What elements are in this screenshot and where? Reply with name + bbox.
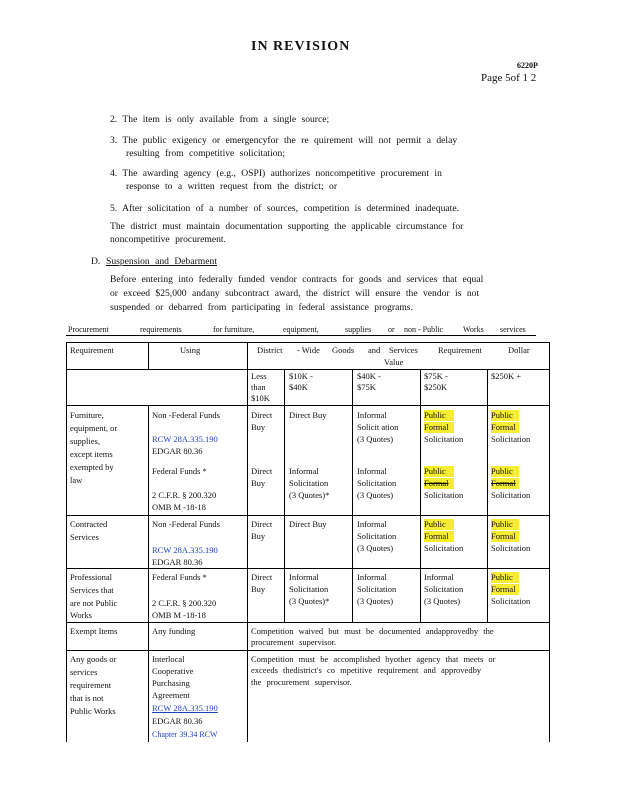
tier-cell: Solicitation	[491, 543, 531, 553]
anygoods-requirement: requirement	[70, 680, 112, 690]
header-wide: - Wide	[297, 345, 320, 355]
tier-cell: Buy	[251, 422, 266, 432]
anygoods-requirement: Public Works	[70, 706, 116, 716]
funding-federal: Federal Funds *	[152, 572, 207, 582]
list-item-2: 2. The item is only available from a single source;	[110, 114, 330, 125]
tier-cell: (3 Quotes)	[357, 434, 394, 444]
tier-cell-highlighted: Public	[491, 410, 519, 421]
tier-cell: (3 Quotes)	[357, 543, 394, 553]
tier-3: $75K	[357, 382, 376, 392]
tier-cell: Solicitation	[424, 543, 464, 553]
tier-cell-highlighted: Public	[424, 410, 454, 421]
exempt-text: procurement supervisor.	[251, 637, 337, 647]
policy-code: 6220P	[517, 61, 538, 70]
caption-word: or	[388, 325, 395, 334]
edgar-ref: EDGAR 80.36	[152, 557, 203, 567]
interlocal-text: Interlocal	[152, 654, 185, 664]
header-services: Services	[389, 345, 418, 355]
tier-cell-highlighted: Public	[491, 466, 519, 477]
list-item-4-line1: 4. The awarding agency (e.g., OSPI) authorizes noncompetitive procurement in	[110, 168, 442, 179]
tier-cell: Direct Buy	[289, 410, 327, 420]
omb-ref: OMB M -18-18	[152, 610, 206, 620]
anygoods-requirement: Any goods or	[70, 654, 117, 664]
rcw-link[interactable]: RCW 28A.335.190	[152, 545, 218, 555]
tier-cell: Direct Buy	[289, 519, 327, 529]
tier-cell: (3 Quotes)*	[289, 596, 330, 606]
tier-cell: Informal	[289, 572, 319, 582]
caption-word: for furniture,	[213, 325, 255, 334]
tier-cell: Solicitation	[491, 434, 531, 444]
page-title: IN REVISION	[251, 39, 351, 54]
header-using: Using	[180, 345, 201, 355]
tier-cell-highlighted: Formal	[491, 531, 519, 542]
tier-5: $250K +	[491, 371, 522, 381]
header-district: District	[257, 345, 283, 355]
tier-cell: Solicitation	[357, 531, 397, 541]
tier-cell: Solicitation	[424, 434, 464, 444]
tier-4: $250K	[424, 382, 448, 392]
section-d-para-line1: Before entering into federally funded vendor contracts for goods and services that equal	[110, 274, 484, 285]
rcw-link[interactable]: RCW 28A.335.190	[152, 703, 218, 713]
tier-cell: (3 Quotes)	[424, 596, 461, 606]
section-d-heading: Suspension and Debarment	[106, 256, 217, 267]
chapter-link[interactable]: Chapter 39.34 RCW	[152, 730, 218, 739]
exempt-requirement: Exempt Items	[70, 626, 118, 636]
furniture-requirement: equipment, or	[70, 423, 118, 433]
edgar-ref: EDGAR 80.36	[152, 446, 203, 456]
anygoods-requirement: services	[70, 667, 98, 677]
tier-cell-highlighted: Formal	[424, 531, 454, 542]
interlocal-text: Agreement	[152, 690, 190, 700]
tier-cell: Informal	[357, 410, 387, 420]
caption-word: Works	[463, 325, 484, 334]
tier-3: $40K -	[357, 371, 381, 381]
tier-cell: (3 Quotes)*	[289, 490, 330, 500]
tier-2: $10K -	[289, 371, 313, 381]
cfr-ref: 2 C.F.R. § 200.320	[152, 598, 217, 608]
tier-cell: (3 Quotes)	[357, 596, 394, 606]
header-goods: Goods	[332, 345, 355, 355]
funding-nonfederal: Non -Federal Funds	[152, 410, 220, 420]
tier-cell: Buy	[251, 478, 266, 488]
caption-word: supplies	[345, 325, 372, 334]
tier-1: Less	[251, 371, 267, 381]
tier-cell: Buy	[251, 531, 266, 541]
header-and: and	[368, 345, 381, 355]
list-item-5: 5. After solicitation of a number of sources, competition is determined inadequate.	[110, 203, 459, 214]
tier-cell: Solicitation	[289, 478, 329, 488]
furniture-requirement: supplies,	[70, 436, 100, 446]
omb-ref: OMB M -18-18	[152, 502, 206, 512]
tier-cell: Informal	[357, 466, 387, 476]
tier-cell-highlighted: Formal	[491, 584, 519, 595]
documentation-line2: noncompetitive procurement.	[110, 234, 226, 245]
tier-cell: Solicitation	[357, 584, 397, 594]
tier-cell: Direct	[251, 410, 273, 420]
tier-cell: (3 Quotes)	[357, 490, 394, 500]
furniture-requirement: except items	[70, 449, 113, 459]
header-dollar: Dollar	[508, 345, 530, 355]
cfr-ref: 2 C.F.R. § 200.320	[152, 490, 217, 500]
interlocal-text: Purchasing	[152, 678, 190, 688]
header-requirement-2: Requirement	[438, 345, 482, 355]
contracted-requirement: Contracted	[70, 519, 108, 529]
interlocal-text: Cooperative	[152, 666, 194, 676]
tier-cell-struck: Formal	[491, 478, 519, 489]
tier-cell: Informal	[357, 519, 387, 529]
edgar-ref: EDGAR 80.36	[152, 716, 203, 726]
agency-text: Competition must be accomplished byother agency that meets or	[251, 654, 496, 664]
tier-cell: Solicitation	[424, 490, 464, 500]
tier-cell-highlighted: Public	[424, 519, 454, 530]
tier-1: $10K	[251, 393, 270, 403]
caption-word: non - Public	[404, 325, 444, 334]
tier-cell: Direct	[251, 519, 273, 529]
furniture-requirement: Furniture,	[70, 410, 104, 420]
caption-underline	[66, 335, 536, 336]
caption-word: requirements	[140, 325, 182, 334]
tier-cell: Solicitation	[424, 584, 464, 594]
tier-cell: Direct	[251, 466, 273, 476]
contracted-requirement: Services	[70, 532, 99, 542]
section-d-para-line3: suspended or debarred from participating in federal assistance programs.	[110, 302, 413, 313]
exempt-text: Competition waived but must be documented andapprovedby the	[251, 626, 494, 636]
list-item-4-line2: response to a written request from the district; or	[126, 181, 338, 192]
tier-cell: Informal	[289, 466, 319, 476]
caption-word: Procurement	[68, 325, 109, 334]
tier-cell: Solicitation	[491, 490, 531, 500]
header-requirement: Requirement	[70, 345, 114, 355]
professional-requirement: Services that	[70, 585, 114, 595]
caption-word: equipment,	[283, 325, 319, 334]
page-number: Page 5of 1 2	[481, 72, 537, 84]
tier-cell-highlighted: Public	[424, 466, 454, 477]
list-item-3-line1: 3. The public exigency or emergencyfor the re quirement will not permit a delay	[110, 135, 458, 146]
tier-cell: Direct	[251, 572, 273, 582]
tier-2: $40K	[289, 382, 308, 392]
tier-cell: Solicitation	[289, 584, 329, 594]
agency-text: the procurement supervisor.	[251, 677, 352, 687]
tier-cell: Solicit ation	[357, 422, 399, 432]
tier-1: than	[251, 382, 266, 392]
professional-requirement: are not Public	[70, 598, 118, 608]
documentation-line1: The district must maintain documentation supporting the applicable circumstance for	[110, 221, 464, 232]
section-d-para-line2: or exceed $25,000 andany subcontract award, the district will ensure the vendor is not	[110, 288, 480, 299]
tier-4: $75K -	[424, 371, 448, 381]
funding-nonfederal: Non -Federal Funds	[152, 519, 220, 529]
furniture-requirement: law	[70, 475, 83, 485]
rcw-link[interactable]: RCW 28A.335.190	[152, 434, 218, 444]
anygoods-requirement: that is not	[70, 693, 104, 703]
professional-requirement: Professional	[70, 572, 113, 582]
tier-cell: Buy	[251, 584, 266, 594]
funding-federal: Federal Funds *	[152, 466, 207, 476]
caption-word: services	[500, 325, 526, 334]
header-value: Value	[384, 357, 404, 367]
tier-cell-highlighted: Formal	[424, 422, 454, 433]
tier-cell: Informal	[424, 572, 454, 582]
furniture-requirement: exempted by	[70, 462, 114, 472]
tier-cell-highlighted: Public	[491, 572, 519, 583]
exempt-funding: Any funding	[152, 626, 196, 636]
tier-cell: Informal	[357, 572, 387, 582]
tier-cell: Solicitation	[491, 596, 531, 606]
tier-cell-highlighted: Formal	[491, 422, 519, 433]
section-d-letter: D.	[91, 256, 101, 267]
agency-text: exceeds thedistrict's co mpetitive requirement and approvedby	[251, 665, 482, 675]
list-item-3-line2: resulting from competitive solicitation;	[126, 148, 286, 159]
tier-cell-struck: Formal	[424, 478, 454, 489]
tier-cell: Solicitation	[357, 478, 397, 488]
tier-cell-highlighted: Public	[491, 519, 519, 530]
professional-requirement: Works	[70, 610, 92, 620]
